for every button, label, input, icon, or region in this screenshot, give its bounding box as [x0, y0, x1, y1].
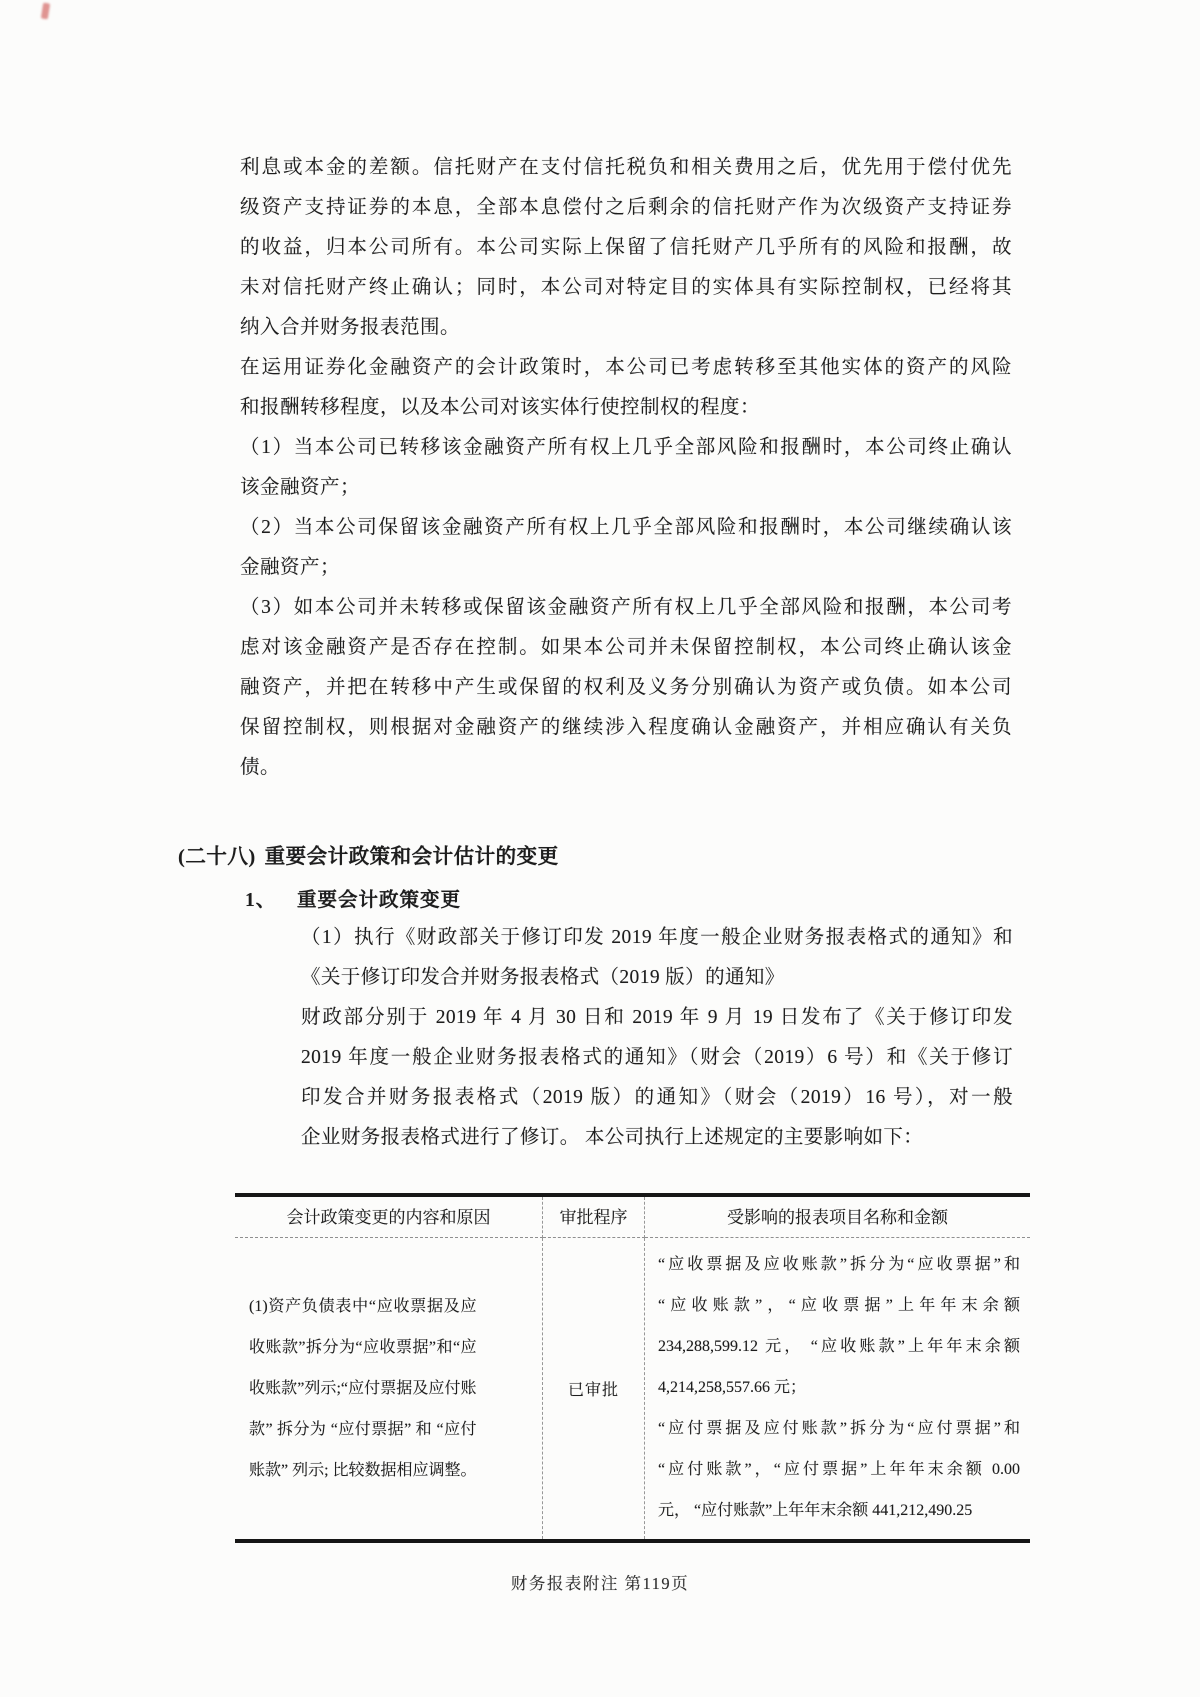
text-line: 234,288,599.12 元， “应收账款”上年年末余额 — [658, 1338, 1020, 1355]
text-line: 《关于修订印发合并财务报表格式（2019 版）的通知》 — [301, 967, 785, 988]
policy-change-table — [235, 1193, 1030, 1543]
text-line: （2）当本公司保留该金融资产所有权上几乎全部风险和报酬时，本公司继续确认该 — [240, 517, 1012, 538]
paragraph — [240, 148, 1012, 348]
paragraph — [240, 508, 1012, 588]
text-line: 纳入合并财务报表范围。 — [240, 317, 461, 338]
text-line: 4,214,258,557.66 元； — [658, 1379, 807, 1396]
main-body-text — [240, 148, 1012, 788]
table-header-impact: 受影响的报表项目名称和金额 — [645, 1197, 1030, 1238]
text-line: 该金融资产； — [240, 477, 361, 498]
approval-status: 已审批 — [567, 1382, 619, 1399]
paragraph — [658, 1408, 1020, 1531]
paragraph — [240, 428, 1012, 508]
section-heading — [178, 842, 559, 872]
section-heading-title: 重要会计政策和会计估计的变更 — [264, 846, 559, 868]
text-line: 印发合并财务报表格式（2019 版）的通知》（财会（2019）16 号），对一般 — [301, 1087, 1013, 1108]
cell-impact — [645, 1238, 1030, 1539]
paragraph — [240, 348, 1012, 428]
text-line: 元， “应付账款”上年年末余额 441,212,490.25 — [658, 1502, 973, 1519]
text-line: 未对信托财产终止确认；同时，本公司对特定目的实体具有实际控制权，已经将其 — [240, 277, 1012, 298]
page-footer: 财务报表附注 第119页 — [510, 1574, 690, 1593]
scan-artifact — [41, 3, 50, 20]
text-line: 和报酬转移程度，以及本公司对该实体行使控制权的程度： — [240, 397, 761, 418]
text-line: 财政部分别于 2019 年 4 月 30 日和 2019 年 9 月 19 日发布了《关于修订印发 — [301, 1007, 1013, 1028]
text-line: “应收票据及应收账款”拆分为“应收票据”和 — [658, 1256, 1020, 1273]
table-header-row — [235, 1197, 1030, 1238]
text-line: “应收账款”，“应收票据”上年年末余额 — [658, 1297, 1020, 1314]
text-line: 债。 — [240, 757, 281, 778]
text-line: 在运用证券化金融资产的会计政策时，本公司已考虑转移至其他实体的资产的风险 — [240, 357, 1012, 378]
paragraph — [301, 998, 1013, 1158]
sub-heading-title: 重要会计政策变更 — [297, 890, 462, 911]
change-content-text — [249, 1286, 477, 1491]
cell-change-content — [235, 1238, 543, 1539]
text-line: 利息或本金的差额。信托财产在支付信托税负和相关费用之后，优先用于偿付优先 — [240, 157, 1012, 178]
paragraph — [658, 1244, 1020, 1408]
paragraph — [301, 918, 1013, 998]
text-line: 级资产支持证券的本息，全部本息偿付之后剩余的信托财产作为次级资产支持证券 — [240, 197, 1012, 218]
text-line: （1）当本公司已转移该金融资产所有权上几乎全部风险和报酬时，本公司终止确认 — [240, 437, 1012, 458]
text-line: 虑对该金融资产是否存在控制。如果本公司并未保留控制权，本公司终止确认该金 — [240, 637, 1012, 658]
text-line: 保留控制权，则根据对金融资产的继续涉入程度确认金融资产，并相应确认有关负 — [240, 717, 1012, 738]
text-line: （3）如本公司并未转移或保留该金融资产所有权上几乎全部风险和报酬，本公司考 — [240, 597, 1012, 618]
text-line: “应付账款”，“应付票据”上年年末余额 0.00 — [658, 1461, 1020, 1478]
section-heading-number: (二十八) — [178, 846, 256, 868]
cell-approval — [543, 1238, 645, 1539]
sub-heading-number: 1、 — [245, 890, 277, 911]
text-line: (1)资产负债表中“应收票据及应 — [249, 1298, 477, 1315]
text-line: 的收益，归本公司所有。本公司实际上保留了信托财产几乎所有的风险和报酬，故 — [240, 237, 1012, 258]
text-line: 2019 年度一般企业财务报表格式的通知》（财会（2019）6 号）和《关于修订 — [301, 1047, 1013, 1068]
text-line: 款” 拆分为 “应付票据” 和 “应付 — [249, 1421, 477, 1438]
impact-text — [658, 1244, 1020, 1531]
text-line: （1）执行《财政部关于修订印发 2019 年度一般企业财务报表格式的通知》和 — [301, 927, 1013, 948]
sub-heading — [245, 886, 461, 916]
text-line: “应付票据及应付账款”拆分为“应付票据”和 — [658, 1420, 1020, 1437]
table-header-change: 会计政策变更的内容和原因 — [235, 1197, 543, 1238]
paragraph — [249, 1286, 477, 1491]
paragraph — [240, 588, 1012, 788]
text-line: 收账款”列示;“应付票据及应付账 — [249, 1380, 477, 1397]
table-row — [235, 1238, 1030, 1539]
text-line: 融资产，并把在转移中产生或保留的权利及义务分别确认为资产或负债。如本公司 — [240, 677, 1012, 698]
text-line: 收账款”拆分为“应收票据”和“应 — [249, 1339, 477, 1356]
table-header-approval: 审批程序 — [543, 1197, 645, 1238]
text-line: 金融资产； — [240, 557, 341, 578]
policy-change-text — [301, 918, 1013, 1158]
text-line: 企业财务报表格式进行了修订。 本公司执行上述规定的主要影响如下： — [301, 1127, 924, 1148]
text-line: 账款” 列示; 比较数据相应调整。 — [249, 1462, 477, 1479]
